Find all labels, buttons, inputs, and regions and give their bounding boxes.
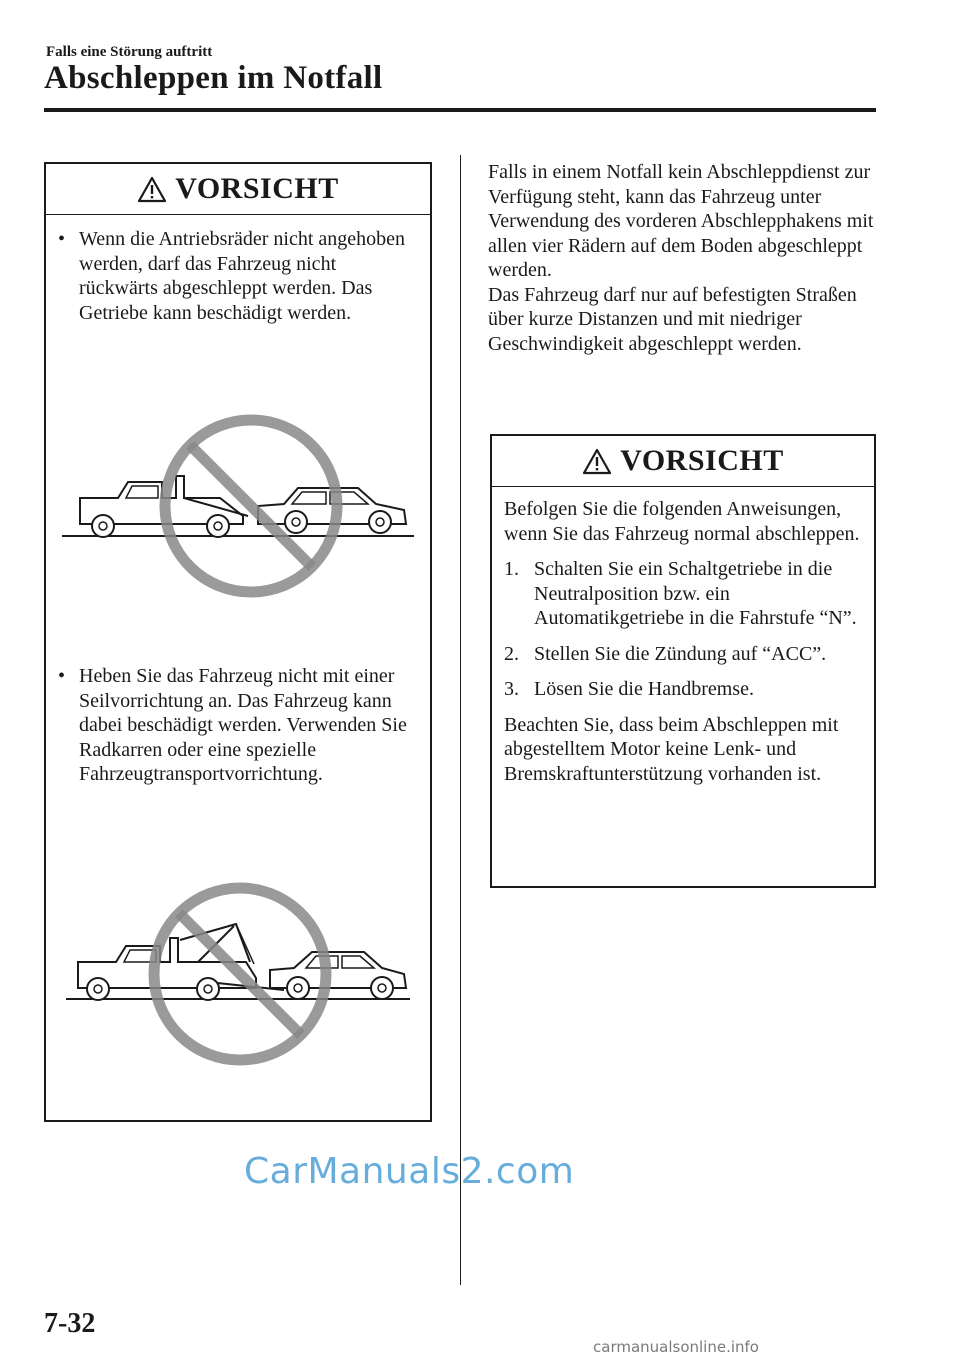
step-number: 2. [504, 642, 519, 665]
paragraph-1: Falls in einem Notfall kein Abschleppdienst zur Verfügung steht, kann das Fahrzeug unter Verwendung des vorderen Abschlepphakens mit allen vier Rädern auf dem Boden abgeschleppt werden. [488, 161, 874, 281]
step-number: 1. [504, 558, 519, 580]
step-item [504, 642, 866, 667]
page-number: 7-32 [44, 1308, 96, 1339]
caution-heading-1 [46, 164, 430, 215]
caution-intro: Befolgen Sie die folgenden Anweisungen, wenn Sie das Fahrzeug normal abschleppen. [504, 498, 860, 545]
paragraph-2: Das Fahrzeug darf nur auf befestigten Straßen über kurze Distanzen und mit niedriger Geschwindigkeit abgeschleppt werden. [488, 283, 857, 355]
page-title: Abschleppen im Notfall [44, 60, 383, 96]
bullet-dot: • [58, 228, 66, 250]
warning-triangle-icon [137, 176, 167, 203]
bullet-dot: • [58, 665, 66, 687]
footer-source-link[interactable]: carmanualsonline.info [593, 1338, 759, 1356]
column-divider [460, 155, 461, 1285]
title-rule [44, 108, 876, 112]
step-text: Lösen Sie die Handbremse. [534, 678, 754, 700]
caution-box-1 [44, 162, 432, 1122]
caution-heading-2 [492, 436, 874, 487]
caution-box-2 [490, 434, 876, 888]
caution-bullet-2 [58, 664, 418, 787]
watermark-logo: CarManuals2.com [244, 1151, 575, 1192]
caution-heading-text-2: VORSICHT [620, 444, 784, 477]
towing-instructions [488, 160, 878, 356]
step-item [504, 677, 866, 702]
no-sling-tow-illustration [58, 864, 418, 1069]
step-number: 3. [504, 678, 519, 700]
step-item [504, 557, 866, 631]
caution-bullet-1-text: Wenn die Antriebsräder nicht angehoben werden, darf das Fahrzeug nicht rückwärts abgeschleppt werden. Das Getriebe kann beschädigt werden. [79, 228, 406, 324]
caution-box-2-content [504, 497, 866, 797]
caution-heading-text-1: VORSICHT [175, 172, 339, 205]
caution-bullet-1 [58, 227, 418, 325]
caution-note: Beachten Sie, dass beim Abschleppen mit abgestelltem Motor keine Lenk- und Bremskraftunterstützung vorhanden ist. [504, 713, 839, 785]
caution-bullet-2-text: Heben Sie das Fahrzeug nicht mit einer Seilvorrichtung an. Das Fahrzeug kann dabei beschädigt werden. Verwenden Sie Radkarren oder eine spezielle Fahrzeugtransportvorrichtung. [79, 665, 407, 785]
step-text: Schalten Sie ein Schaltgetriebe in die Neutralposition bzw. ein Automatikgetriebe in die Fahrstufe “N”. [534, 558, 857, 629]
step-list [504, 557, 866, 702]
step-text: Stellen Sie die Zündung auf “ACC”. [534, 642, 827, 665]
no-reverse-tow-illustration [58, 404, 418, 609]
warning-triangle-icon [582, 448, 612, 475]
section-title: Falls eine Störung auftritt [46, 44, 213, 60]
